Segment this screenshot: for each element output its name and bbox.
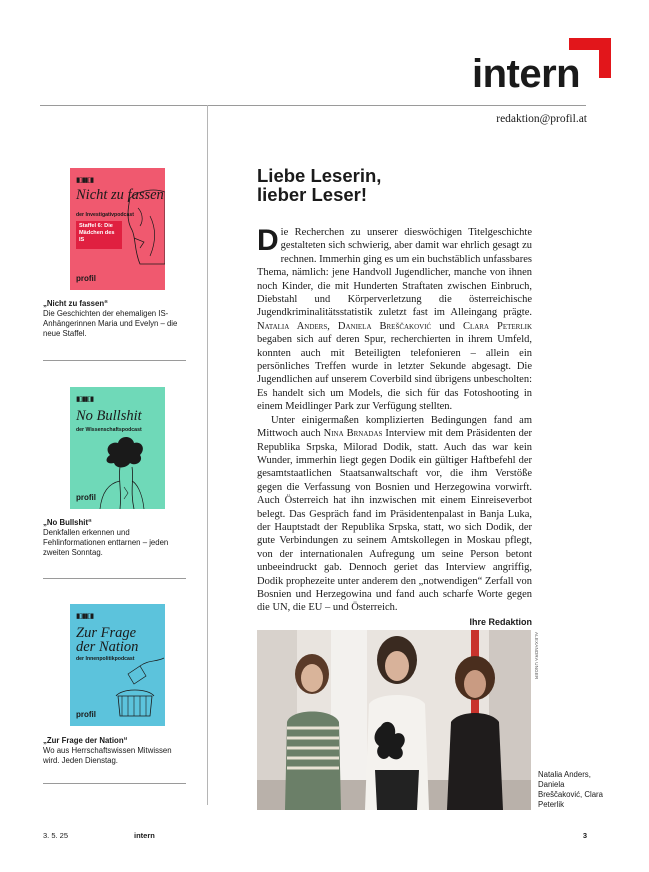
audio-wave-icon: ▮▯▮▮▯▮	[76, 613, 94, 620]
podcast-cover-no-bullshit[interactable]	[70, 387, 165, 509]
podcast-caption-1	[43, 299, 188, 339]
caption-title: „No Bullshit“	[43, 518, 92, 527]
audio-wave-icon: ▮▯▮▮▯▮	[76, 396, 94, 403]
caption-divider	[43, 783, 186, 784]
paragraph-text: begaben sich auf deren Spur, recherchierten in ihrem Umfeld, konnten auch mit Beteiligten telefonieren – allein ein persönliches Treffen wurde in letzter Sekunde abgesagt. Die Jugendlichen auf unserem Coverbild sind übrigens unbescholten: Es handelt sich um Models, die sich für das Fotoshooting in einem Meidlinger Park zur Verfügung stellten.	[257, 334, 532, 413]
paragraph-text: Unter einigermaßen komplizierten Bedingungen fand am Mittwoch auch	[257, 414, 532, 440]
caption-divider	[43, 578, 186, 579]
editorial-body	[257, 226, 532, 629]
editorial-headline	[257, 166, 381, 204]
caption-text: Wo aus Herrschaftswissen Mitwissen wird. Jeden Dienstag.	[43, 746, 172, 765]
top-divider	[40, 105, 586, 106]
footer-date: 3. 5. 25	[43, 831, 69, 840]
season-tag: Staffel 6: Die Mädchen des IS	[76, 221, 122, 249]
podcast-title: Zur Frage der Nation	[76, 625, 139, 655]
paragraph-2	[257, 414, 532, 615]
podcast-cover-nicht-zu-fassen[interactable]	[70, 168, 165, 290]
column-divider	[207, 105, 208, 805]
team-photo	[257, 630, 531, 810]
separator-text: und	[431, 320, 463, 332]
author-name: Daniela Breščaković	[337, 320, 432, 332]
caption-text: Die Geschichten der ehemaligen IS-Anhängerinnen Maria und Evelyn – die neue Staffel.	[43, 309, 178, 338]
caption-title: „Nicht zu fassen“	[43, 299, 108, 308]
paragraph-text: ie Recherchen zu unserer dieswöchigen Titelgeschichte gestalteten sich schwierig, aber damit war ehrlich gesagt zu rechnen. Immerhin ging es um ein buchstäblich unfassbares Thema, nämlich: jene Handvoll Jugendlicher, manche von ihnen noch Kinder, die mit Hunderten Straftaten zwischen Einbruch, Diebstahl und Körperverletzung die österreichische Jugendkriminalitätsstatistik zuletzt fast im Alleingang prägte.	[257, 227, 533, 319]
separator-text: ,	[327, 320, 338, 332]
editorial-email-link[interactable]: redaktion@profil.at	[496, 113, 587, 125]
page-number: 3	[582, 831, 587, 840]
cover-illustration-icon	[70, 604, 165, 726]
headline-line-2: lieber Leser!	[257, 184, 368, 205]
podcast-title: No Bullshit	[76, 408, 142, 424]
podcast-subtitle: der Wissenschaftspodcast	[76, 427, 142, 433]
podcast-subtitle: der Innenpolitikpodcast	[76, 656, 135, 662]
author-name: Clara Peterlik	[462, 320, 533, 332]
team-photo-illustration	[257, 630, 531, 810]
paragraph-text: Interview mit dem Präsidenten der Republika Srpska, Milorad Dodik, statt. Auch das war kein Wunder, immerhin liegt gegen Dodik ein gültiger Haftbefehl der gesamtstaatlichen Staatsanwaltschaft vor, die ihm Verstöße gegen die Verfassung von Bosnien und Herzegowina vorwirft. Auch Österreich hat ihn inzwischen mit einem Einreiseverbot belegt. Das Gespräch fand im Präsidentenpalast in Banja Luka, der Hauptstadt der Republika Srpska, statt, wo sich Dodik, der gute Verbindungen zu seinem Amtskollegen in Moskau pflegt, von der internationalen Aufregung um seine Person betont unbeeindruckt gab. Dennoch geriet das Interview angriffig, Dodik prophezeite unter anderem den „notwendigen“ Zerfall von Bosnien und Herzegowina und fand auch scharfe Worte gegen die UN, die EU – und Österreich.	[257, 428, 532, 614]
drop-cap: D	[257, 224, 279, 257]
caption-text: Denkfallen erkennen und Fehlinformationen enttarnen – jeden zweiten Sonntag.	[43, 528, 169, 557]
photo-credit: ALEXANDRA UNGER	[534, 632, 539, 680]
profil-logo: profil	[76, 274, 96, 283]
podcast-subtitle: der Investigativpodcast	[76, 212, 134, 218]
footer-section: intern	[134, 831, 155, 840]
section-logo: intern	[472, 52, 581, 96]
caption-divider	[43, 360, 186, 361]
profil-logo: profil	[76, 493, 96, 502]
paragraph-1	[257, 226, 532, 414]
profil-logo: profil	[76, 710, 96, 719]
photo-caption: Natalia Anders, Daniela Breščaković, Clara Peterlik	[538, 770, 603, 809]
author-name: Natalia Anders	[257, 320, 328, 332]
headline-line-1: Liebe Leserin,	[257, 165, 382, 186]
audio-wave-icon: ▮▯▮▮▯▮	[76, 177, 94, 184]
podcast-caption-2	[43, 518, 188, 558]
podcast-caption-3	[43, 736, 188, 766]
signature: Ihre Redaktion	[469, 616, 532, 627]
caption-title: „Zur Frage der Nation“	[43, 736, 128, 745]
cover-illustration-icon	[70, 387, 165, 509]
author-name: Nina Brnadas	[323, 428, 383, 440]
podcast-title: Nicht zu fassen	[76, 187, 164, 203]
podcast-cover-zur-frage-der-nation[interactable]	[70, 604, 165, 726]
